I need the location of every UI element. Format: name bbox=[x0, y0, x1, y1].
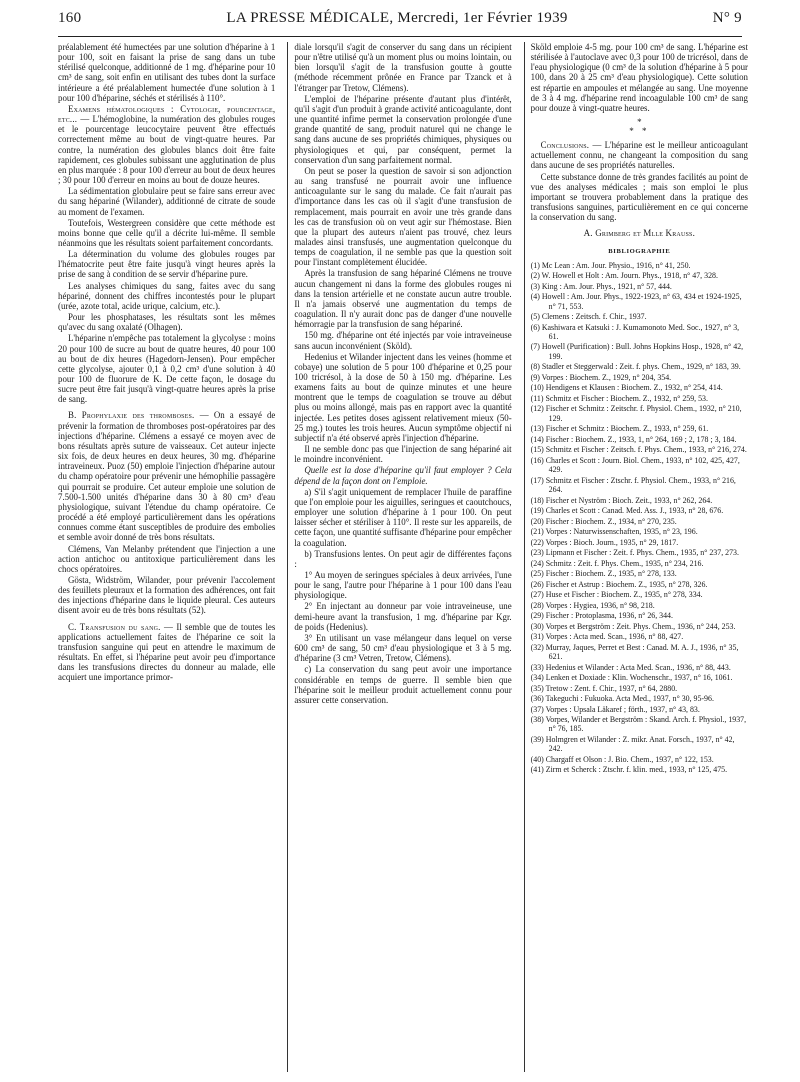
section-separator bbox=[531, 118, 748, 136]
bibliography-entry: (7) Howell (Purification) : Bull. Johns Hopkins Hosp., 1928, n° 42, 199. bbox=[530, 342, 744, 361]
paragraph: Les analyses chimiques du sang, faites avec du sang hépariné, donnent des chiffres incontestés pour le plupart (urée, azote total, acide urique, calcium, etc.). bbox=[58, 280, 276, 311]
bibliography-entry: (37) Vorpes : Upsala Läkaref ; förth., 1937, n° 43, 83. bbox=[530, 704, 700, 714]
bibliography-entry: (29) Fischer : Protoplasma, 1936, n° 26, 344. bbox=[530, 611, 673, 621]
page-header bbox=[58, 10, 742, 37]
separator-asterisk: * bbox=[637, 117, 642, 128]
bibliography-entry: (4) Howell : Am. Jour. Phys., 1922-1923, n° 63, 434 et 1924-1925, n° 71, 553. bbox=[530, 292, 742, 311]
section-heading: C. Transfusion du sang. — bbox=[68, 621, 174, 632]
bibliography-entry: (30) Vorpes et Bergström : Zeit. Phys. Chem., 1936, n° 244, 253. bbox=[530, 621, 736, 631]
journal-title: LA PRESSE MÉDICALE, Mercredi, 1er Février 1939 bbox=[226, 10, 568, 26]
paragraph: Quelle est la dose d'héparine qu'il faut employer ? Cela dépend de la façon dont on l'emploie. bbox=[294, 465, 512, 486]
bibliography-list bbox=[531, 261, 748, 775]
bibliography-entry: (15) Schmitz et Fischer : Zeitsch. f. Phys. Chem., 1933, n° 216, 274. bbox=[530, 445, 747, 455]
paragraph: Clémens, Van Melanby prétendent que l'injection a une action antichoc ou antitoxique particulièrement dans les chocs opératoires. bbox=[58, 543, 276, 574]
paragraph: Conclusions. — L'héparine est le meilleur anticoagulant actuellement connu, ne changeant la composition du sang dans aucune de ses propriétés naturelles. bbox=[530, 140, 748, 171]
section-heading: Conclusions. — bbox=[540, 140, 602, 151]
bibliography-entry: (40) Chargaff et Olson : J. Bio. Chem., 1937, n° 122, 153. bbox=[530, 754, 714, 764]
bibliography-entry: (9) Vorpes : Biochem. Z., 1929, n° 204, 354. bbox=[530, 372, 672, 382]
bibliography-entry: (32) Murray, Jaques, Perret et Best : Canad. M. A. J., 1936, n° 35, 621. bbox=[530, 642, 739, 661]
paragraph: b) Transfusions lentes. On peut agir de différentes façons : bbox=[294, 548, 512, 569]
separator-asterisks: * * bbox=[629, 126, 650, 137]
paragraph: Pour les phosphatases, les résultats sont les mêmes qu'avec du sang oxalaté (Olhagen). bbox=[58, 312, 276, 333]
bibliography-entry: (8) Stadler et Steggerwald : Zeit. f. phys. Chem., 1929, n° 183, 39. bbox=[530, 362, 741, 372]
paragraph: 1° Au moyen de seringues spéciales à deux arrivées, l'une pour le sang, l'autre pour l'héparine à 1 pour 100 dans l'eau physiologique. bbox=[294, 569, 512, 601]
bibliography-entry: (25) Fischer : Biochem. Z., 1935, n° 278, 133. bbox=[530, 569, 677, 579]
paragraph: Cette substance donne de très grandes facilités au point de vue des analyses médicales ; mais son emploi le plus important se trouvera probablement dans la pratique des transfusions sanguines, particulièrement en ce qui concerne la conservation du sang. bbox=[530, 171, 748, 223]
section-heading: B. Prophylaxie des thromboses. — bbox=[68, 410, 209, 421]
paragraph: préalablement été humectées par une solution d'héparine à 1 pour 100, soit en faisant la prise de sang dans un tube stérilisé quelconque, additionné de 1 mg. d'héparine pour 10 cm³ de sang, soit enfin en utilisant des tubes dont la surface intérieure a été préalablement humectée d'une solution à 1 pour 100 d'héparine, séchés et stérilisés à 110°. bbox=[58, 42, 276, 103]
paragraph: C. Transfusion du sang. — Il semble que de toutes les applications actuellement faites de l'héparine ce soit la transfusion sanguine qui peut en attendre le maximum de résultats. En effet, si l'héparine peut avoir peu d'importance dans les transfusions directes du donneur au malade, elle acquiert une importance primor- bbox=[58, 621, 276, 683]
column-1 bbox=[58, 42, 275, 1072]
bibliography-entry: (26) Fischer et Astrup : Biochem. Z., 1935, n° 278, 326. bbox=[530, 579, 708, 589]
bibliography-entry: (1) Mc Lean : Am. Jour. Physio., 1916, n° 41, 250. bbox=[530, 260, 691, 270]
bibliography-entry: (11) Schmitz et Fischer : Biochem. Z., 1932, n° 259, 53. bbox=[530, 393, 708, 403]
bibliography-entry: (35) Tretow : Zent. f. Chir., 1937, n° 64, 2880. bbox=[530, 683, 678, 693]
bibliography-entry: (14) Fischer : Biochem. Z., 1933, 1, n° 264, 169 ; 2, 178 ; 3, 184. bbox=[530, 434, 737, 444]
bibliography-entry: (5) Clemens : Zeitsch. f. Chir., 1937. bbox=[530, 312, 647, 322]
bibliography-entry: (3) King : Am. Jour. Phys., 1921, n° 57, 444. bbox=[530, 281, 672, 291]
paragraph: diale lorsqu'il s'agit de conserver du sang dans un récipient pour n'être utilisé qu'à un moment plus ou moins lointain, ou bien lorsqu'il s'agit de la transfusion goutte à goutte (méthode récemment prônée en France par Tzanck et à l'étranger par Tretow, Clémens). bbox=[294, 42, 512, 93]
bibliography-entry: (21) Vorpes : Naturwissenschaften, 1935, n° 23, 196. bbox=[530, 527, 698, 537]
paragraph: a) S'il s'agit uniquement de remplacer l'huile de paraffine que l'on emploie pour les aiguilles, seringues et caoutchoucs, employer une solution d'héparine à 1 pour 100. On peut laisser sécher et stériliser à 110°. Il reste sur les appareils, de cette façon, une quantité suffisante d'héparine pour empêcher la coagulation. bbox=[294, 486, 512, 548]
issue-number: N° 9 bbox=[712, 10, 742, 26]
bibliography-entry: (31) Vorpes : Acta med. Scan., 1936, n° 88, 427. bbox=[530, 632, 684, 642]
paragraph: Gösta, Widström, Wilander, pour prévenir l'accolement des feuillets pleuraux et la formation des adhérences, ont fait des injections d'héparine dans le liquide pleural. Ces auteurs disent avoir eu de très bons résultats (52). bbox=[58, 574, 276, 616]
bibliography-entry: (33) Hedenius et Wilander : Acta Med. Scan., 1936, n° 88, 443. bbox=[530, 662, 731, 672]
bibliography-entry: (23) Lipmann et Fischer : Zeit. f. Phys. Chem., 1935, n° 237, 273. bbox=[530, 548, 739, 558]
bibliography-entry: (10) Hendigens et Klausen : Biochem. Z., 1932, n° 254, 414. bbox=[530, 383, 723, 393]
paragraph: Examens hématologiques : Cytologie, pourcentage, etc... — L'hémoglobine, la numération des globules rouges et le pourcentage leucocytaire peuvent être effectués correctement même au bout de vingt-quatre heures. Par contre, la numération des globules blancs doit être faite rapidement, ces globules subissant une agglutination de plus en plus marquée : 8 pour 100 d'erreur au bout de deux heures ; 30 pour 100 d'erreur en moins au bout de douze heures. bbox=[58, 103, 276, 186]
bibliography-title: BIBLIOGRAPHIE bbox=[608, 247, 671, 255]
paragraph: Toutefois, Westergreen considère que cette méthode est moins bonne que celle qu'il a décrite lui-même. Il semble néanmoins que les résultats soient parfaitement concordants. bbox=[58, 217, 276, 248]
paragraph: On peut se poser la question de savoir si son adjonction au sang transfusé ne pourrait avoir une influence anticoagulante sur le sang du malade. Ce fait n'aurait pas d'importance dans les cas où il s'agit d'une transfusion de remplacement, mais pourrait en avoir une très grande dans les cas de transfusion où on veut agir sur l'hémostase. Bien que la plupart des auteurs n'aient pas trouvé, chez leurs malades ainsi transfusés, une augmentation quelconque du temps de coagulation, il ne semble pas que la question soit pour l'instant complètement élucidée. bbox=[294, 165, 512, 268]
bibliography-entry: (2) W. Howell et Holt : Am. Journ. Phys., 1918, n° 47, 328. bbox=[530, 271, 718, 281]
paragraph: 150 mg. d'héparine ont été injectés par voie intraveineuse sans aucun inconvénient (Sköld). bbox=[294, 330, 512, 351]
bibliography-entry: (12) Fischer et Schmitz : Zeitschr. f. Physiol. Chem., 1932, n° 210, 129. bbox=[530, 404, 742, 423]
bibliography-entry: (22) Vorpes : Bioch. Journ., 1935, n° 29, 1817. bbox=[530, 537, 679, 547]
bibliography-entry: (18) Fischer et Nyström : Bioch. Zeit., 1933, n° 262, 264. bbox=[530, 495, 713, 505]
paragraph: c) La conservation du sang peut avoir une importance considérable en temps de guerre. Il semble bien que l'héparine soit le meilleur produit actuellement connu pour assurer cette conservation. bbox=[294, 664, 512, 705]
bibliography-entry: (6) Kashiwara et Katsuki : J. Kumamonoto Med. Soc., 1927, n° 3, 61. bbox=[530, 322, 740, 341]
column-2 bbox=[287, 42, 511, 1072]
paragraph: B. Prophylaxie des thromboses. — On a essayé de prévenir la formation de thromboses post-opératoires par des injections d'héparine. Clémens a essayé ce moyen avec de bons résultats après suture de vaisseaux. Cet auteur injecte six fois, de deux heures en deux heures, 30 mg. d'héparine intraveineux. Puoz (50) emploie l'injection d'héparine autour du champ opératoire pour prévenir une hémophilie passagère qui pourrait se produire. Cet auteur emploie une solution de 7.500-1.500 unités d'héparine dans 30 à 80 cm³ d'eau physiologique, suivant l'étendue du champ opératoire. Ce procédé a été employé particulièrement dans les opérations connues comme étant susceptibles de produire des embolies et semble avoir donné de très bons résultats. bbox=[58, 410, 276, 543]
bibliography-entry: (27) Huse et Fischer : Biochem. Z., 1935, n° 278, 334. bbox=[530, 590, 703, 600]
bibliography-entry: (19) Charles et Scott : Canad. Med. Ass. J., 1933, n° 28, 676. bbox=[530, 506, 724, 516]
bibliography-entry: (41) Zirm et Scherck : Ztschr. f. klin. med., 1933, n° 125, 475. bbox=[530, 765, 728, 775]
section-heading: Examens hématologiques : Cytologie, pourcentage, etc... — bbox=[58, 103, 276, 125]
paragraph: Après la transfusion de sang hépariné Clémens ne trouve aucun changement ni dans la forme des globules rouges ni dans la tension artérielle et ne constate aucun autre trouble. Il n'a jamais observé une augmentation du temps de coagulation. Il n'y aurait donc pas de danger d'une nouvelle hémorragie par la transfusion de sang hépariné. bbox=[294, 268, 512, 330]
paragraph: Hedenius et Wilander injectent dans les veines (homme et cobaye) une solution de 5 pour 100 d'héparine et 0,25 pour 100 tricrésol, à la dose de 50 à 150 mg. d'héparine. Les examens faits au bout de quinze minutes et une heure montrent que le temps de coagulation se trouve au début plus ou moins allongé, mais pas en rapport avec la quantité injectée. Les petites doses agissent relativement mieux (50-25 mg.) toutes les trois heures. Aucun symptôme objectif ni subjectif n'a été observé après l'injection d'héparine. bbox=[294, 351, 512, 443]
bibliography-entry: (28) Vorpes : Hygiea, 1936, n° 98, 218. bbox=[530, 600, 655, 610]
paragraph: La détermination du volume des globules rouges par l'hématocrite peut être faite jusqu'à vingt heures après la prise de sang à condition de se servir d'héparine pure. bbox=[58, 249, 276, 280]
bibliography-entry: (16) Charles et Scott : Journ. Biol. Chem., 1933, n° 102, 425, 427, 429. bbox=[530, 455, 740, 475]
bibliography-entry: (20) Fischer : Biochem. Z., 1934, n° 270, 235. bbox=[530, 516, 677, 526]
bibliography-entry: (38) Vorpes, Wilander et Bergström : Skand. Arch. f. Physiol., 1937, n° 76, 185. bbox=[530, 715, 747, 734]
bibliography-entry: (39) Holmgren et Wilander : Z. mikr. Anat. Forsch., 1937, n° 42, 242. bbox=[530, 734, 735, 754]
bibliography-entry: (17) Schmitz et Fischer : Ztschr. f. Physiol. Chem., 1933, n° 216, 264. bbox=[530, 475, 736, 495]
paragraph: L'héparine n'empêche pas totalement la glycolyse : moins 20 pour 100 de sucre au bout de quatre heures, 40 pour 100 au bout de dix heures (Hagedorn-Jensen). Pour empêcher cette glycolyse, ajouter 0,1 à 0,2 cm³ d'une solution à 40 pour 100 de fluorure de K. De cette façon, le dosage du sucre peut être fait jusqu'à vingt-quatre heures après la prise de sang. bbox=[58, 333, 276, 405]
paragraph: L'emploi de l'héparine présente d'autant plus d'intérêt, qu'il s'agit d'un produit à grande activité anticoagulante, dont une quantité infime permet la conservation prolongée d'une grande quantité de sang, produit naturel qui ne change le sang dans aucune de ses propriétés chimiques, physiques ou physiologiques et qui, par conséquent, permet la conservation d'un sang parfaitement normal. bbox=[294, 93, 512, 165]
authors-signature: A. Grimberg et Mlle Krauss. bbox=[583, 228, 696, 239]
paragraph: 3° En utilisant un vase mélangeur dans lequel on verse 600 cm³ de sang, 50 cm³ d'eau physiologique et 3 à 5 mg. d'héparine (3 cm³ Vetren, Tretow, Clémens). bbox=[294, 632, 512, 664]
bibliography-entry: (24) Schmitz : Zeit. f. Phys. Chem., 1935, n° 234, 216. bbox=[530, 558, 704, 568]
bibliography-entry: (36) Takeguchi : Fukuoka. Acta Med., 1937, n° 30, 95-96. bbox=[530, 694, 714, 703]
bibliography-entry: (13) Fischer et Schmitz : Biochem. Z., 1933, n° 259, 61. bbox=[530, 424, 709, 434]
paragraph: 2° En injectant au donneur par voie intraveineuse, une demi-heure avant la transfusion, 1 mg. d'héparine par Kgr. de poids (Hedenius). bbox=[294, 601, 512, 632]
article-body bbox=[58, 42, 748, 1072]
paragraph: La sédimentation globulaire peut se faire sans erreur avec du sang hépariné (Wilander), additionné de citrate de soude au moment de l'examen. bbox=[58, 186, 276, 217]
bibliography-entry: (34) Lenken et Doxiade : Klin. Wochenschr., 1937, n° 16, 1061. bbox=[530, 673, 733, 682]
paragraph: Il ne semble donc pas que l'injection de sang hépariné ait le moindre inconvénient. bbox=[294, 444, 512, 465]
paragraph: Sköld emploie 4-5 mg. pour 100 cm³ de sang. L'héparine est stérilisée à l'autoclave avec 0,3 pour 100 de tricrésol, dans de l'eau physiologique (0 cm³ de la solution d'héparine à 5 pour 100, dans 20 à 25 cm³ d'eau physiologique). Cette solution est répartie en ampoules et mélangée au sang. Une moyenne de 3 à 4 mg. d'héparine rend incoagulable 100 cm³ de sang pour douze à vingt-quatre heures. bbox=[530, 42, 748, 113]
column-3 bbox=[524, 42, 748, 1072]
page-number: 160 bbox=[58, 10, 82, 26]
